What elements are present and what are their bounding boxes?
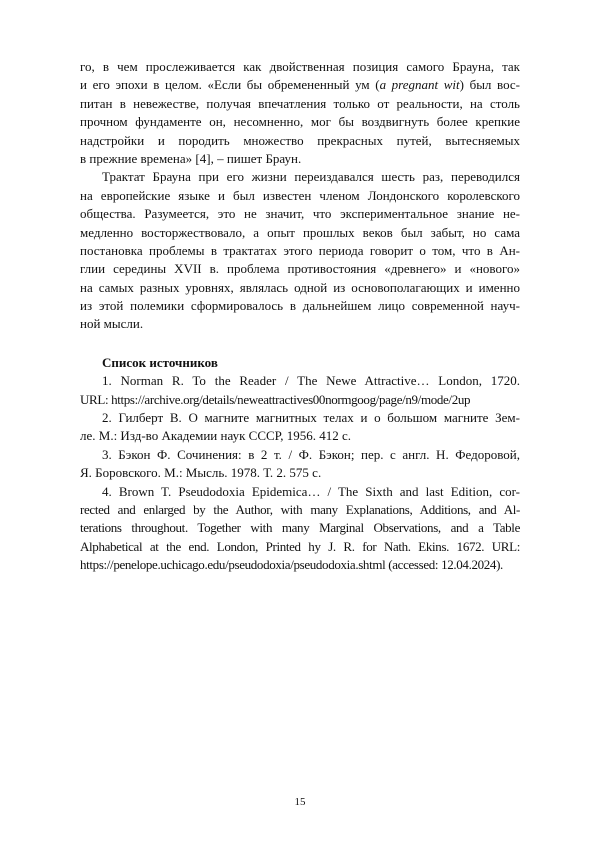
text-line: в прежние времена» [4], – пишет Браун. — [80, 150, 302, 166]
source-3-line: 3. Бэкон Ф. Сочинения: в 2 т. / Ф. Бэкон; пер. с англ. Н. Федоровой, — [102, 446, 520, 462]
source-4-line: terations throughout. Together with many Marginal Observations, and a Table — [80, 520, 520, 536]
source-4-line: rected and enlarged by the Author, with many Explanations, Additions, and Al- — [80, 501, 520, 517]
text-line-with-italic — [80, 76, 520, 94]
text-line: прочном фундаменте он, несомненно, мог бы воздвигнуть более крепкие — [80, 114, 520, 130]
source-4-url: https://penelope.uchicago.edu/pseudodoxia/pseudodoxia.shtml (accessed: 12.04.2024). — [80, 557, 503, 573]
text-fragment: и его эпохи в целом. «Если бы обремененный ум ( — [80, 77, 380, 93]
text-line: общества. Разумеется, это не значит, что экспериментальное знание не- — [80, 206, 520, 222]
source-1-line: 1. Norman R. To the Reader / The Newe Attractive… London, 1720. — [102, 373, 520, 389]
text-line: ной мысли. — [80, 316, 144, 332]
page-number: 15 — [294, 796, 306, 808]
text-line: на европейские языке и был известен членом Лондонского королевского — [80, 187, 520, 203]
text-line: глии середины XVII в. проблема противостояния «древнего» и «нового» — [80, 261, 520, 277]
source-2-line: 2. Гилберт В. О магните магнитных телах и о большом магните Зем- — [102, 410, 520, 426]
paragraph-continuation — [80, 58, 520, 168]
text-column — [80, 58, 520, 575]
text-line: питан в невежестве, получая впечатления только от реальности, на столь — [80, 95, 520, 111]
text-line: постановка проблемы в трактатах этого периода говорит о том, что в Ан- — [80, 242, 520, 258]
sources-section — [80, 354, 520, 575]
source-1-url: URL: https://archive.org/details/neweattractives00normgoog/page/n9/mode/2up — [80, 391, 471, 407]
text-line: на самых разных уровнях, являлась одной из основополагающих и именно — [80, 279, 520, 295]
text-line: Трактат Брауна при его жизни переиздавался шесть раз, переводился — [102, 169, 520, 185]
italic-phrase: a pregnant wit — [379, 77, 460, 93]
sources-heading: Список источников — [102, 354, 218, 370]
source-4-line: Alphabetical at the end. London, Printed hy J. R. for Nath. Ekins. 1672. URL: — [80, 538, 520, 554]
source-4-line: 4. Brown T. Pseudodoxia Epidemica… / The Sixth and last Edition, cor- — [102, 483, 520, 499]
paragraph-brown-treatise — [80, 168, 520, 334]
text-line: надстройки и породить множество прекрасных путей, вытесняемых — [80, 132, 520, 148]
source-2-line: ле. М.: Изд-во Академии наук СССР, 1956. 412 с. — [80, 428, 352, 444]
text-line: го, в чем прослеживается как двойственная позиция самого Брауна, так — [80, 59, 520, 74]
text-fragment: ) был вос- — [459, 77, 520, 93]
source-3-line: Я. Боровского. М.: Мысль. 1978. Т. 2. 575 с. — [80, 465, 322, 481]
section-spacer — [80, 334, 520, 354]
text-line: из этой полемики сформировалось в дальнейшем лицо современной науч- — [80, 298, 520, 314]
text-line: медленно восторжествовало, а опыт прошлых веков был забыт, но сама — [80, 224, 520, 240]
